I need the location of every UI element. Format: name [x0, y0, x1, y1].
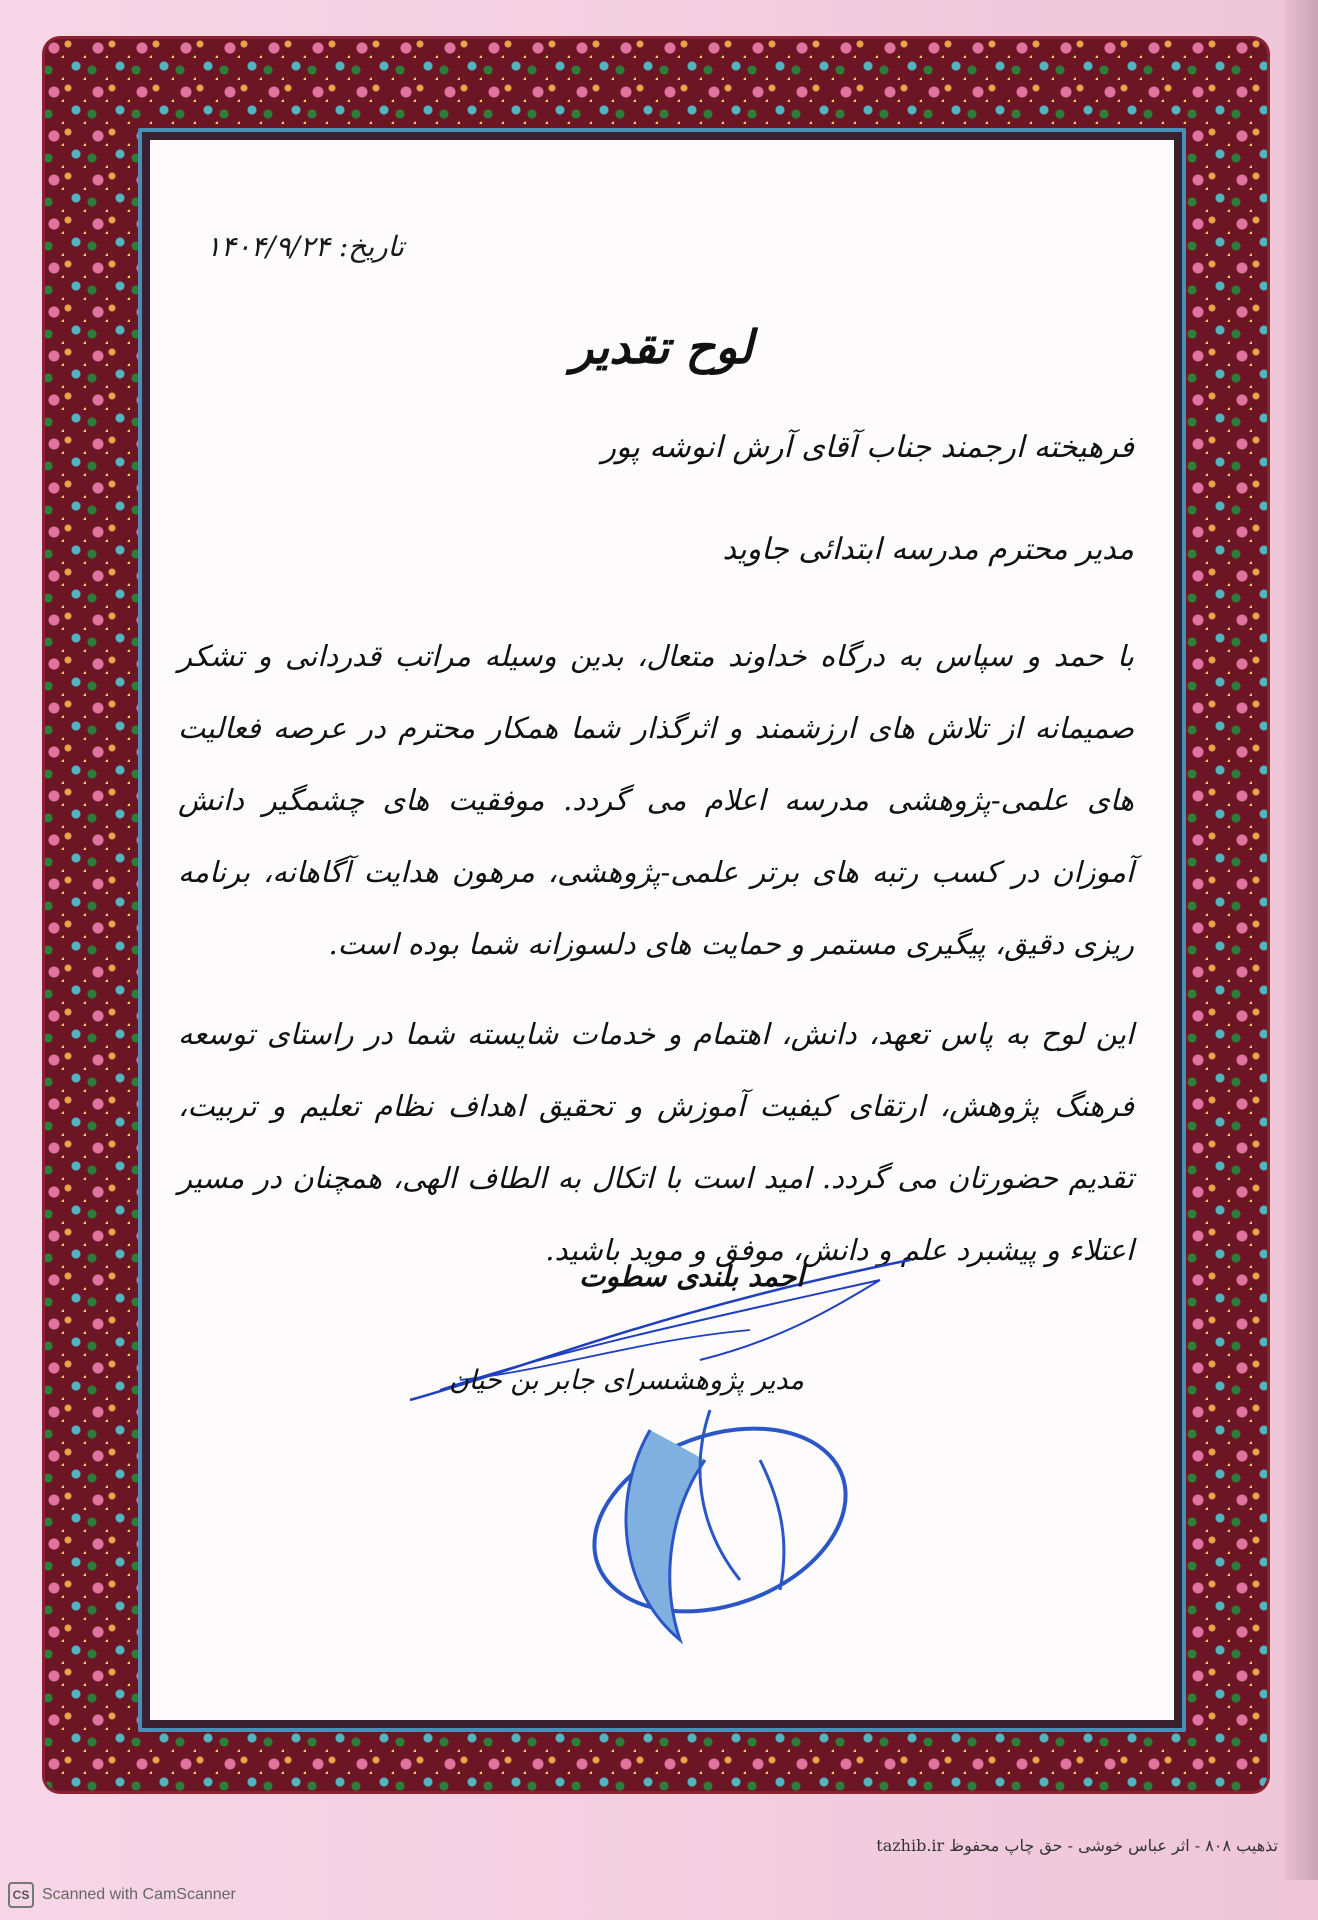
scan-edge-shadow [1284, 0, 1318, 1880]
addressee-role: مدیر محترم مدرسه ابتدائی جاوید [722, 532, 1134, 567]
camscanner-label: Scanned with CamScanner [42, 1886, 236, 1903]
camscanner-watermark [8, 1882, 236, 1908]
signer-title: مدیر پژوهشسرای جابر بن حیان [448, 1365, 804, 1396]
official-seal-stamp [530, 1370, 860, 1670]
body-paragraph-1: با حمد و سپاس به درگاه خداوند متعال، بدین وسیله مراتب قدردانی و تشکر صمیمانه از تلاش های ارزشمند و اثرگذار شما همکار محترم در عرصه فعالیت های علمی-پژوهشی مدرسه اعلام می گردد. موفقیت های چشمگیر دانش آموزان در کسب رتبه های برتر علمی-پژوهشی، مرهون هدایت آگاهانه، برنامه ریزی دقیق، پیگیری مستمر و حمایت های دلسوزانه شما بوده است. [178, 639, 1134, 961]
publisher-credit: تذهیب ۸۰۸ - اثر عباس خوشی - حق چاپ محفوظ tazhib.ir [876, 1836, 1278, 1855]
certificate-content [150, 140, 1174, 1720]
certificate-body [178, 620, 1134, 1304]
camscanner-logo-icon: CS [8, 1882, 34, 1908]
signer-name: احمد بلندی سطوت [579, 1260, 804, 1293]
body-paragraph-2: این لوح به پاس تعهد، دانش، اهتمام و خدمات شایسته شما در راستای توسعه فرهنگ پژوهش، ارتقای کیفیت آموزش و تحقیق اهداف نظام تعلیم و تربیت، تقدیم حضورتان می گردد. امید است با اتکال به الطاف الهی، همچنان در مسیر اعتلاء و پیشبرد علم و دانش، موفق و موید باشید. [178, 1017, 1134, 1267]
certificate-title: لوح تقدیر [571, 320, 753, 374]
addressee-line: فرهیخته ارجمند جناب آقای آرش انوشه پور [601, 430, 1134, 465]
certificate-date: تاریخ: ۱۴۰۴/۹/۲۴ [205, 230, 404, 263]
